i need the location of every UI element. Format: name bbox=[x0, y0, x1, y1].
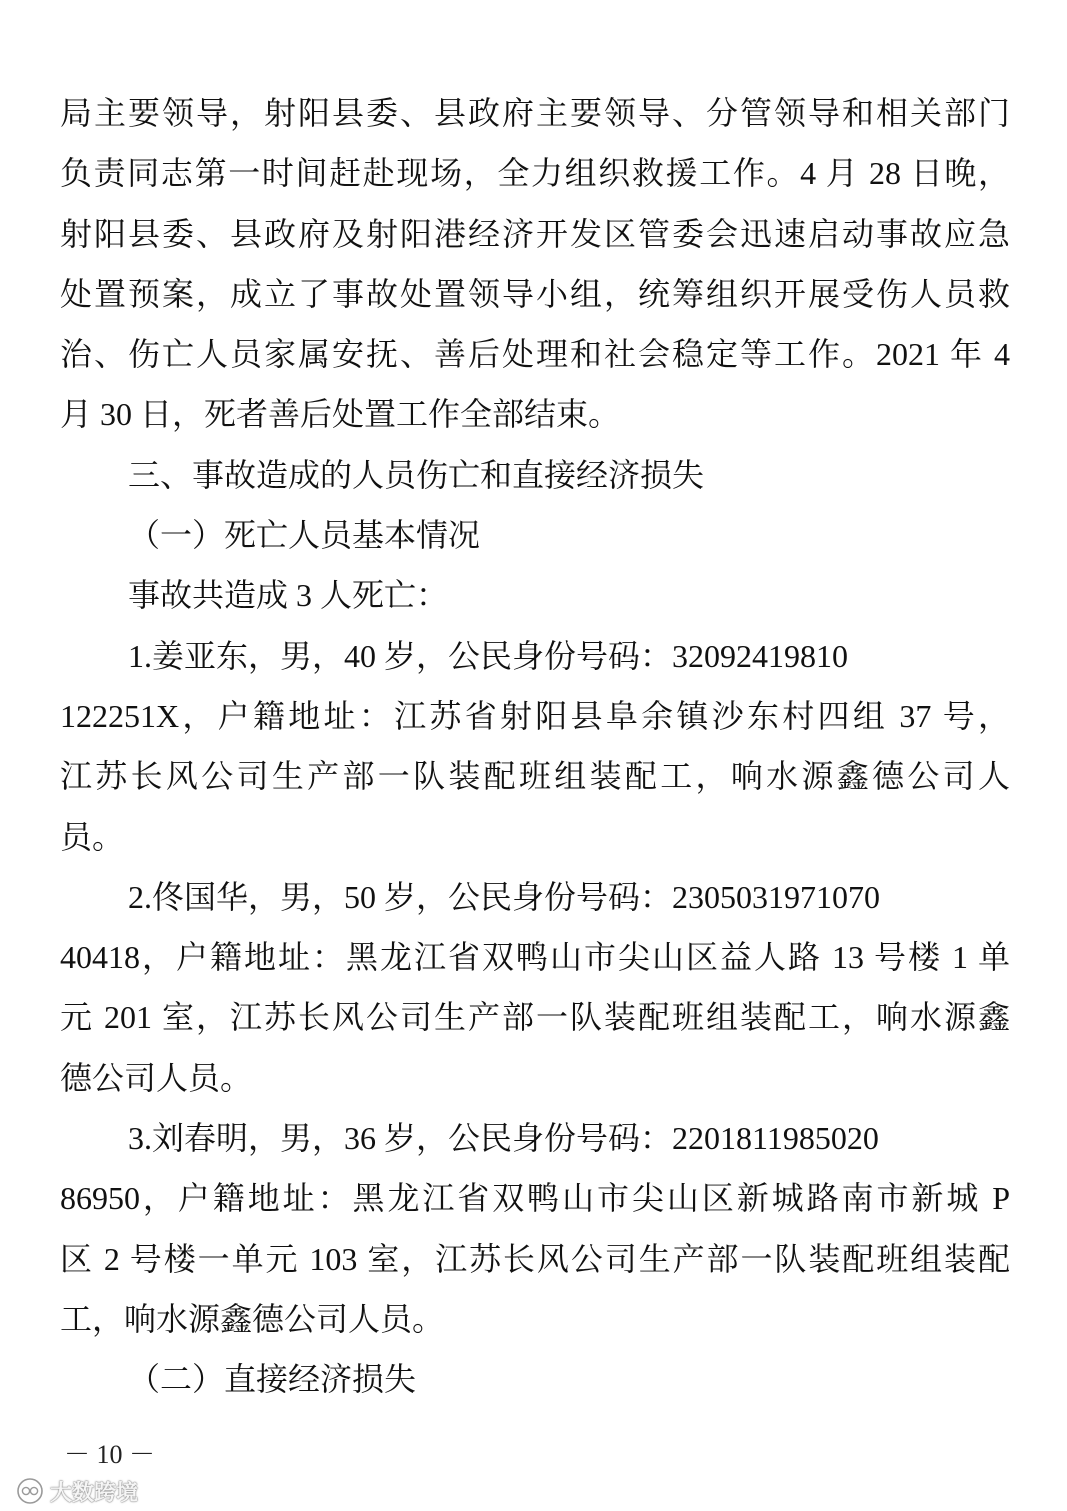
body-text-line: 射阳县委、县政府及射阳港经济开发区管委会迅速启动事故应急 bbox=[60, 215, 1010, 252]
body-text-line: 处置预案，成立了事故处置领导小组，统筹组织开展受伤人员救 bbox=[60, 275, 1010, 312]
paragraph-rescue bbox=[60, 83, 1010, 445]
body-text-line: 区 2 号楼一单元 103 室，江苏长风公司生产部一队装配班组装配 bbox=[60, 1240, 1010, 1277]
body-text-line: 元 201 室，江苏长风公司生产部一队装配班组装配工，响水源鑫 bbox=[60, 999, 1010, 1036]
body-text-line: 40418，户籍地址：黑龙江省双鸭山市尖山区益人路 13 号楼 1 单 bbox=[60, 939, 1010, 976]
subsection-heading-text: （一）死亡人员基本情况 bbox=[128, 517, 481, 554]
subsection-heading-economic-loss bbox=[60, 1349, 1010, 1409]
body-text-line: 负责同志第一时间赶赴现场，全力组织救援工作。4 月 28 日晚， bbox=[60, 155, 1010, 192]
body-text-line: 事故共造成 3 人死亡： bbox=[128, 577, 449, 614]
body-text-line: 2.佟国华，男，50 岁，公民身份号码：2305031971070 bbox=[128, 878, 881, 915]
subsection-heading-deaths bbox=[60, 505, 1010, 565]
watermark-text: 大数跨境 bbox=[50, 1479, 139, 1505]
section-heading bbox=[60, 445, 1010, 505]
body-text-line: 1.姜亚东，男，40 岁，公民身份号码：32092419810 bbox=[128, 637, 849, 674]
body-text-line: 江苏长风公司生产部一队装配班组装配工，响水源鑫德公司人 bbox=[60, 758, 1010, 795]
page-number: － 10 － bbox=[64, 1440, 156, 1469]
body-text-line: 3.刘春明，男，36 岁，公民身份号码：2201811985020 bbox=[128, 1120, 879, 1157]
body-text-line: 局主要领导，射阳县委、县政府主要领导、分管领导和相关部门 bbox=[60, 95, 1010, 131]
subsection-heading-text: （二）直接经济损失 bbox=[128, 1361, 417, 1398]
brand-logo-icon bbox=[16, 1477, 44, 1505]
body-text-line: 工，响水源鑫德公司人员。 bbox=[60, 1300, 445, 1337]
section-heading-text: 三、事故造成的人员伤亡和直接经济损失 bbox=[128, 456, 705, 493]
body-text-line: 86950，户籍地址：黑龙江省双鸭山市尖山区新城路南市新城 P bbox=[60, 1180, 1010, 1217]
body-text-line: 月 30 日，死者善后处置工作全部结束。 bbox=[60, 396, 621, 433]
body-text-line: 德公司人员。 bbox=[60, 1059, 253, 1096]
watermark bbox=[16, 1476, 138, 1506]
paragraph-victim-3 bbox=[60, 1108, 1010, 1349]
document-body bbox=[60, 83, 1010, 1410]
paragraph-victim-1 bbox=[60, 626, 1010, 867]
body-text-line: 122251X，户籍地址：江苏省射阳县阜余镇沙东村四组 37 号， bbox=[60, 697, 1010, 734]
body-text-line: 治、伤亡人员家属安抚、善后处理和社会稳定等工作。2021 年 4 bbox=[60, 336, 1010, 373]
paragraph-victim-2 bbox=[60, 867, 1010, 1108]
paragraph-death-count bbox=[60, 565, 1010, 625]
body-text-line: 员。 bbox=[60, 818, 125, 855]
